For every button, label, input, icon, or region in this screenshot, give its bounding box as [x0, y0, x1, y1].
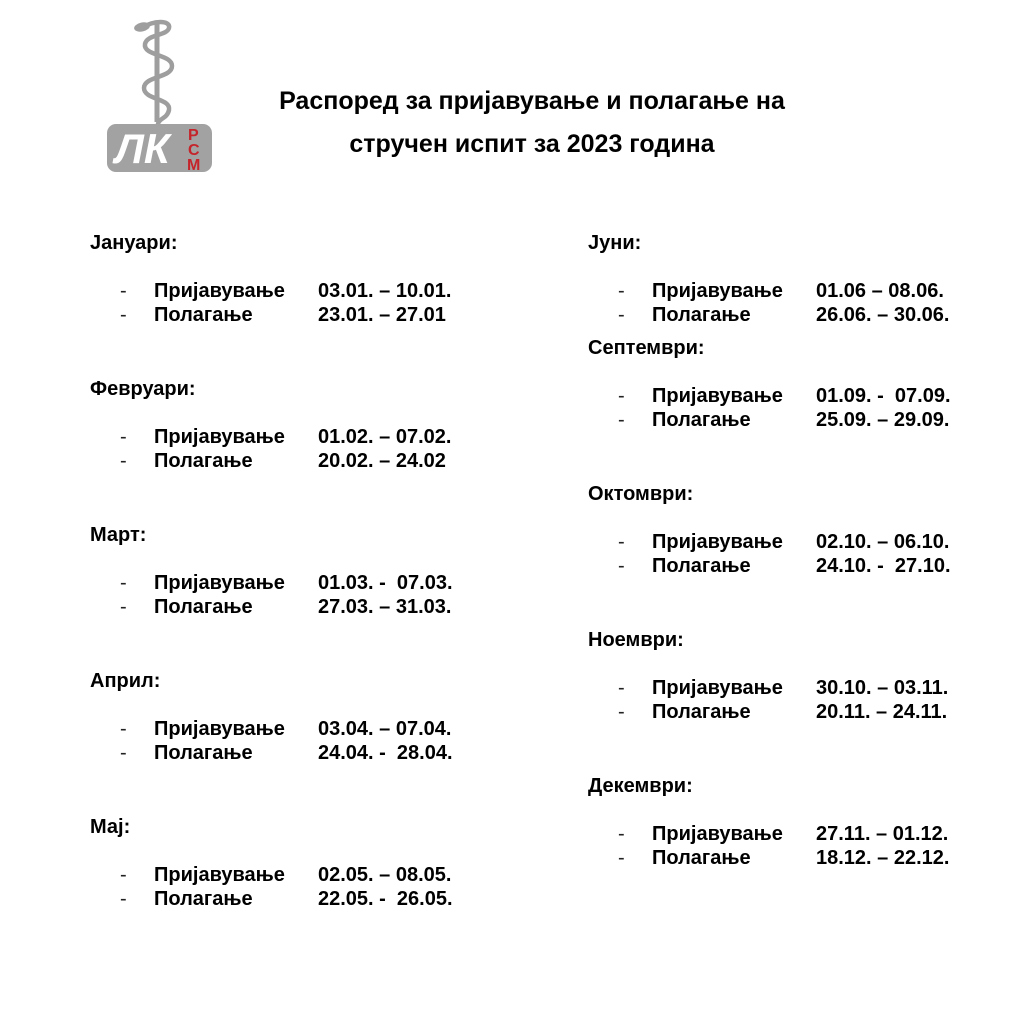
- schedule-row: [588, 822, 1027, 846]
- schedule-row: [588, 846, 1027, 870]
- bullet-dash: -: [120, 718, 127, 740]
- month-heading: Април:: [90, 670, 161, 692]
- bullet-dash: -: [618, 677, 625, 699]
- schedule-row: [90, 279, 530, 303]
- row-label: Полагање: [154, 596, 253, 618]
- bullet-dash: -: [120, 596, 127, 618]
- month-heading: Февруари:: [90, 378, 196, 400]
- schedule-row: [90, 717, 530, 741]
- row-label: Пријавување: [652, 280, 783, 302]
- asclepius-staff-icon: [95, 14, 227, 174]
- bullet-dash: -: [120, 304, 127, 326]
- bullet-dash: -: [120, 280, 127, 302]
- bullet-dash: -: [618, 280, 625, 302]
- bullet-dash: -: [618, 701, 625, 723]
- row-label: Пријавување: [154, 718, 285, 740]
- row-label: Полагање: [154, 742, 253, 764]
- bullet-dash: -: [618, 555, 625, 577]
- bullet-dash: -: [618, 385, 625, 407]
- row-dates: 24.10. - 27.10.: [816, 555, 951, 577]
- month-heading: Декември:: [588, 775, 693, 797]
- month-heading: Јуни:: [588, 232, 642, 254]
- logo-letters-lk: ЛК: [115, 125, 170, 172]
- month-block-june: [588, 231, 1027, 327]
- schedule-column-right: [588, 231, 1027, 920]
- row-label: Пријавување: [652, 385, 783, 407]
- row-dates: 01.02. – 07.02.: [318, 426, 452, 448]
- bullet-dash: -: [618, 823, 625, 845]
- schedule-row: [90, 449, 530, 473]
- bullet-dash: -: [618, 847, 625, 869]
- row-label: Пријавување: [154, 864, 285, 886]
- month-block-december: [588, 774, 1027, 870]
- month-block-november: [588, 628, 1027, 724]
- page-title-line-1: Распоред за пријавување и полагање на: [279, 87, 785, 115]
- row-label: Полагање: [652, 555, 751, 577]
- row-dates: 18.12. – 22.12.: [816, 847, 950, 869]
- month-heading: Октомври:: [588, 483, 694, 505]
- month-block-september: [588, 336, 1027, 432]
- row-label: Полагање: [154, 304, 253, 326]
- schedule-row: [588, 676, 1027, 700]
- row-dates: 27.11. – 01.12.: [816, 823, 949, 845]
- row-label: Полагање: [652, 701, 751, 723]
- bullet-dash: -: [120, 742, 127, 764]
- row-label: Полагање: [652, 409, 751, 431]
- row-label: Пријавување: [652, 677, 783, 699]
- schedule-row: [90, 887, 530, 911]
- month-block-january: [90, 231, 530, 327]
- row-dates: 23.01. – 27.01: [318, 304, 446, 326]
- bullet-dash: -: [120, 572, 127, 594]
- logo-letter-r: Р: [188, 127, 199, 144]
- logo-letter-s: С: [188, 142, 200, 159]
- row-dates: 27.03. – 31.03.: [318, 596, 452, 618]
- schedule-row: [90, 741, 530, 765]
- row-dates: 02.10. – 06.10.: [816, 531, 950, 553]
- row-label: Полагање: [154, 888, 253, 910]
- row-dates: 30.10. – 03.11.: [816, 677, 949, 699]
- month-block-february: [90, 377, 530, 473]
- schedule-row: [90, 425, 530, 449]
- schedule-row: [90, 595, 530, 619]
- schedule-row: [588, 303, 1027, 327]
- row-dates: 01.03. - 07.03.: [318, 572, 453, 594]
- month-heading: Јануари:: [90, 232, 178, 254]
- schedule-row: [588, 554, 1027, 578]
- row-label: Полагање: [652, 847, 751, 869]
- month-heading: Септември:: [588, 337, 705, 359]
- row-dates: 01.09. - 07.09.: [816, 385, 951, 407]
- bullet-dash: -: [120, 888, 127, 910]
- bullet-dash: -: [120, 864, 127, 886]
- row-dates: 24.04. - 28.04.: [318, 742, 453, 764]
- month-heading: Ноември:: [588, 629, 684, 651]
- row-label: Полагање: [154, 450, 253, 472]
- page-title: [251, 80, 813, 166]
- bullet-dash: -: [120, 426, 127, 448]
- medical-chamber-logo: [95, 14, 227, 174]
- row-label: Пријавување: [154, 572, 285, 594]
- row-label: Пријавување: [154, 426, 285, 448]
- schedule-row: [588, 384, 1027, 408]
- row-label: Полагање: [652, 304, 751, 326]
- row-dates: 26.06. – 30.06.: [816, 304, 950, 326]
- row-dates: 02.05. – 08.05.: [318, 864, 452, 886]
- schedule-row: [588, 408, 1027, 432]
- schedule-column-left: [90, 231, 530, 961]
- month-heading: Март:: [90, 524, 147, 546]
- bullet-dash: -: [120, 450, 127, 472]
- month-block-may: [90, 815, 530, 911]
- row-dates: 22.05. - 26.05.: [318, 888, 453, 910]
- schedule-row: [90, 571, 530, 595]
- row-dates: 25.09. – 29.09.: [816, 409, 950, 431]
- row-dates: 20.02. – 24.02: [318, 450, 446, 472]
- bullet-dash: -: [618, 304, 625, 326]
- schedule-row: [588, 279, 1027, 303]
- page-title-line-2: стручен испит за 2023 година: [349, 130, 715, 158]
- row-dates: 03.01. – 10.01.: [318, 280, 452, 302]
- row-dates: 20.11. – 24.11.: [816, 701, 948, 723]
- row-label: Пријавување: [652, 823, 783, 845]
- schedule-row: [90, 863, 530, 887]
- row-label: Пријавување: [652, 531, 783, 553]
- bullet-dash: -: [618, 409, 625, 431]
- schedule-row: [588, 530, 1027, 554]
- bullet-dash: -: [618, 531, 625, 553]
- schedule-row: [588, 700, 1027, 724]
- month-heading: Мај:: [90, 816, 131, 838]
- logo-letter-m: М: [187, 157, 201, 174]
- row-dates: 03.04. – 07.04.: [318, 718, 452, 740]
- row-label: Пријавување: [154, 280, 285, 302]
- month-block-october: [588, 482, 1027, 578]
- row-dates: 01.06 – 08.06.: [816, 280, 944, 302]
- schedule-row: [90, 303, 530, 327]
- month-block-april: [90, 669, 530, 765]
- month-block-march: [90, 523, 530, 619]
